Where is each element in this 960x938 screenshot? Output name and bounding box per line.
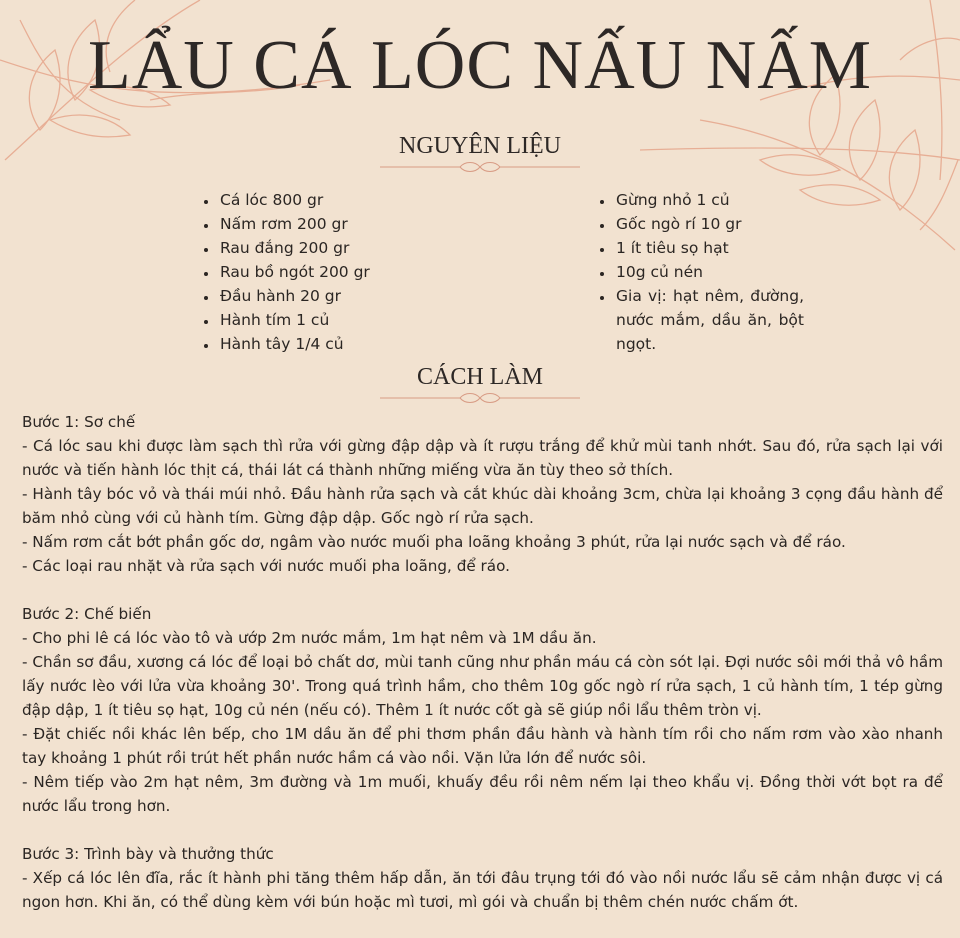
list-item: • Hành tây 1/4 củ (218, 332, 418, 356)
step-line: - Nêm tiếp vào 2m hạt nêm, 3m đường và 1m muối, khuấy đều rồi nêm nếm lại theo khẩu vị. Đồng thời vớt bọt ra để nước lẩu trong hơn. (22, 773, 943, 815)
ingredients-list-left (198, 188, 418, 356)
ingredients-list-right (594, 188, 804, 356)
step-2 (22, 602, 943, 818)
step-line: - Cho phi lê cá lóc vào tô và ướp 2m nước mắm, 1m hạt nêm và 1M dầu ăn. (22, 629, 597, 647)
step-line: - Hành tây bóc vỏ và thái múi nhỏ. Đầu hành rửa sạch và cắt khúc dài khoảng 3cm, chừa lại khoảng 3 cọng đầu hành để băm nhỏ cùng với củ hành tím. Gừng đập dập. Gốc ngò rí rửa sạch. (22, 485, 943, 527)
ornament-divider-icon (380, 391, 580, 405)
step-title: Bước 1: Sơ chế (22, 413, 136, 431)
list-item: • 1 ít tiêu sọ hạt (614, 236, 804, 260)
step-line: - Cá lóc sau khi được làm sạch thì rửa với gừng đập dập và ít rượu trắng để khử mùi tanh nhớt. Sau đó, rửa sạch lại với nước và tiến hành lóc thịt cá, thái lát cá thành những miếng vừa ăn tùy theo sở thích. (22, 437, 943, 479)
list-item: • Gốc ngò rí 10 gr (614, 212, 804, 236)
step-1 (22, 410, 943, 578)
list-item: • Nấm rơm 200 gr (218, 212, 418, 236)
method-heading: CÁCH LÀM (416, 364, 543, 390)
step-line: - Đặt chiếc nồi khác lên bếp, cho 1M dầu ăn để phi thơm phần đầu hành và hành tím rồi cho nấm rơm vào xào nhanh tay khoảng 1 phút rồi trút hết phần nước hầm cá vào nồi. Vặn lửa lớn để nước sôi. (22, 725, 943, 767)
step-3 (22, 842, 943, 914)
recipe-title: LẨU CÁ LÓC NẤU NẤM (87, 27, 873, 104)
ornament-divider-icon (380, 160, 580, 174)
list-item: • Cá lóc 800 gr (218, 188, 418, 212)
method-steps (22, 410, 943, 938)
step-line: - Xếp cá lóc lên đĩa, rắc ít hành phi tăng thêm hấp dẫn, ăn tới đâu trụng tới đó vào nồi nước lẩu sẽ cảm nhận được vị cá ngon hơn. Khi ăn, có thể dùng kèm với bún hoặc mì tươi, mì gói và chuẩn bị thêm chén nước chấm ớt. (22, 869, 943, 911)
step-title: Bước 3: Trình bày và thưởng thức (22, 845, 274, 863)
list-item: • Gừng nhỏ 1 củ (614, 188, 804, 212)
list-item: • Rau đắng 200 gr (218, 236, 418, 260)
list-item: • 10g củ nén (614, 260, 804, 284)
ingredients-heading: NGUYÊN LIỆU (399, 133, 561, 159)
step-line: - Chần sơ đầu, xương cá lóc để loại bỏ chất dơ, mùi tanh cũng như phần máu cá còn sót lại. Đợi nước sôi mới thả vô hầm lấy nước lèo với lửa vừa khoảng 30'. Trong quá trình hầm, cho thêm 10g gốc ngò rí rửa sạch, 1 củ hành tím, 1 tép gừng đập dập, 1 ít tiêu sọ hạt, 10g củ nén (nếu có). Thêm 1 ít nước cốt gà sẽ giúp nồi lẩu thêm tròn vị. (22, 653, 943, 719)
step-title: Bước 2: Chế biến (22, 605, 152, 623)
step-line: - Nấm rơm cắt bớt phần gốc dơ, ngâm vào nước muối pha loãng khoảng 3 phút, rửa lại nước sạch và để ráo. (22, 533, 846, 551)
list-item: • Rau bồ ngót 200 gr (218, 260, 418, 284)
list-item: • Gia vị: hạt nêm, đường, nước mắm, dầu ăn, bột ngọt. (614, 284, 804, 356)
step-line: - Các loại rau nhặt và rửa sạch với nước muối pha loãng, để ráo. (22, 557, 510, 575)
list-item: • Đầu hành 20 gr (218, 284, 418, 308)
list-item: • Hành tím 1 củ (218, 308, 418, 332)
